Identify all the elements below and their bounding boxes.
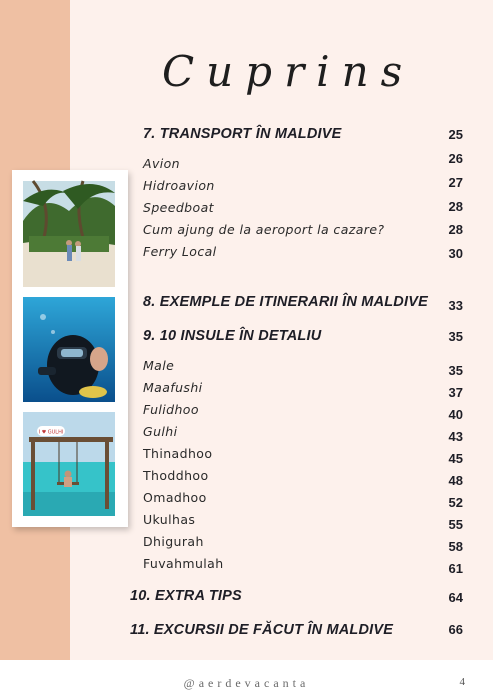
scuba-diver-photo	[23, 297, 115, 402]
toc-page-number: 30	[448, 246, 463, 261]
toc-page-number: 35	[448, 363, 463, 378]
toc-entry[interactable]: Speedboat	[143, 200, 214, 215]
toc-entry[interactable]: Avion	[143, 156, 180, 171]
toc-entry[interactable]: Fulidhoo	[143, 402, 199, 417]
toc-entry[interactable]: Thinadhoo	[143, 446, 213, 461]
toc-page-number: 28	[448, 222, 463, 237]
toc-page-number: 45	[448, 451, 463, 466]
toc-heading[interactable]: 7. TRANSPORT ÎN MALDIVE	[143, 126, 342, 142]
toc-page-number: 28	[448, 199, 463, 214]
palm-beach-photo	[23, 181, 115, 287]
toc-page-number: 66	[448, 622, 463, 637]
toc-page-number: 55	[448, 517, 463, 532]
toc-entry[interactable]: Hidroavion	[143, 178, 215, 193]
toc-entry[interactable]: Ferry Local	[143, 244, 217, 259]
toc-page-number: 33	[448, 298, 463, 313]
photo-card	[12, 170, 128, 527]
toc-page-number: 35	[448, 329, 463, 344]
ocean-swing-photo	[23, 412, 115, 516]
toc-page-number: 61	[448, 561, 463, 576]
toc-entry[interactable]: Fuvahmulah	[143, 556, 224, 571]
footer-handle: @aerdevacanta	[183, 676, 310, 690]
toc-page-number: 58	[448, 539, 463, 554]
toc-page-number: 43	[448, 429, 463, 444]
toc-page-number: 25	[448, 127, 463, 142]
toc-entry[interactable]: Thoddhoo	[143, 468, 209, 483]
toc-heading[interactable]: 11. EXCURSII DE FĂCUT ÎN MALDIVE	[130, 622, 394, 638]
toc-page-number: 64	[448, 590, 463, 605]
toc-heading[interactable]: 9. 10 INSULE ÎN DETALIU	[143, 328, 322, 344]
toc-entry[interactable]: Gulhi	[143, 424, 178, 439]
page-title	[160, 38, 415, 104]
toc-page-number: 27	[448, 175, 463, 190]
toc-heading[interactable]: 8. EXEMPLE DE ITINERARII ÎN MALDIVE	[143, 294, 428, 310]
toc-page-number: 37	[448, 385, 463, 400]
toc-entry[interactable]: Dhigurah	[143, 534, 204, 549]
toc-page-number: 48	[448, 473, 463, 488]
toc-page-number: 40	[448, 407, 463, 422]
toc-heading[interactable]: 10. EXTRA TIPS	[130, 588, 242, 604]
toc-entry[interactable]: Male	[143, 358, 175, 373]
toc-page-number: 52	[448, 495, 463, 510]
toc-page-number: 26	[448, 151, 463, 166]
toc-entry[interactable]: Maafushi	[143, 380, 203, 395]
swing-sign-text: I ♥ GULHI	[38, 429, 64, 436]
toc-entry[interactable]: Omadhoo	[143, 490, 207, 505]
page-title-text: Cuprins	[162, 47, 415, 96]
toc-entry[interactable]: Ukulhas	[143, 512, 196, 527]
footer-page-number: 4	[459, 676, 465, 688]
toc-entry[interactable]: Cum ajung de la aeroport la cazare?	[143, 222, 385, 237]
